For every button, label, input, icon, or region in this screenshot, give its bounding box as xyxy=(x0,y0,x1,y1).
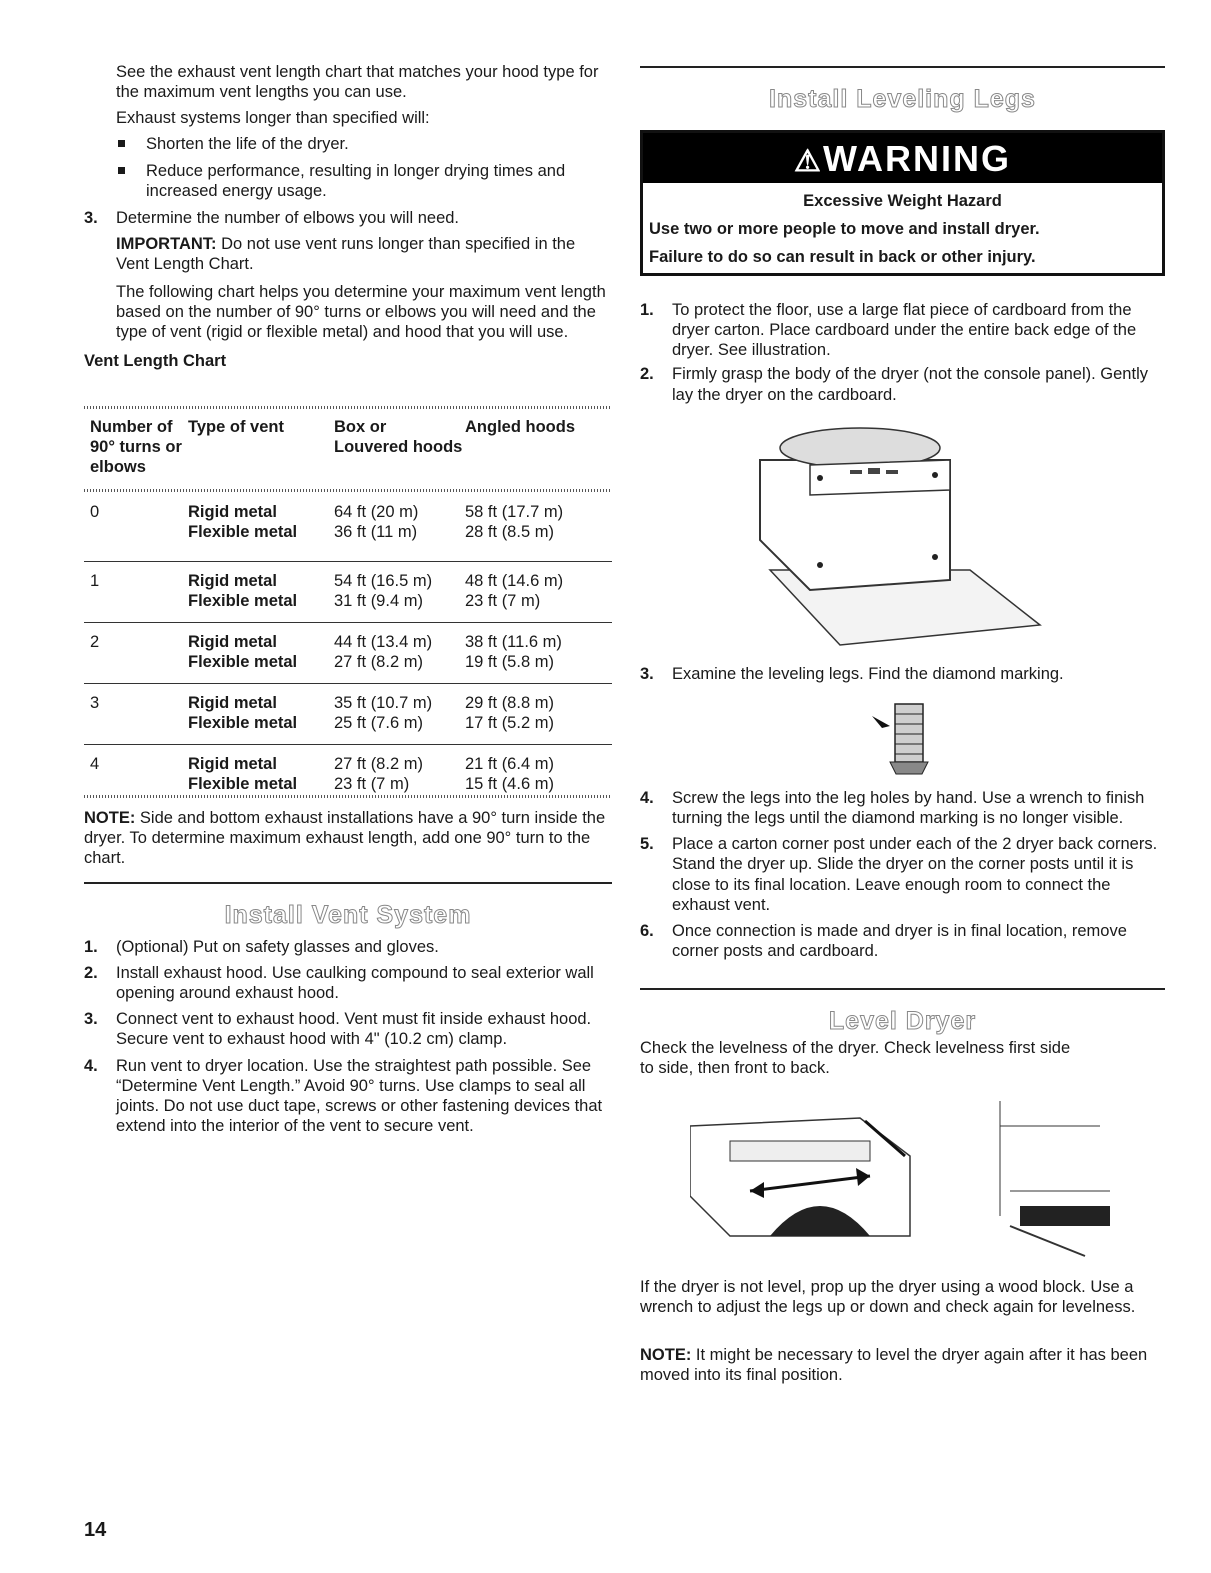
leveling-leg-illustration xyxy=(870,700,940,780)
leg-steps-b xyxy=(640,782,1165,961)
ang-value: 17 ft (5.2 m) xyxy=(465,714,554,733)
level-dryer-illustration xyxy=(690,1096,1110,1266)
vent-type-cell xyxy=(188,693,334,733)
types-value: Flexible metal xyxy=(188,714,298,733)
box-hood-length-cell xyxy=(334,502,465,542)
step-text: Place a carton corner post under each of the 2 dryer back corners. Stand the dryer up. Slide the dryer on the corner posts until it is close to its final location. Leave enough room to connect the exhaust vent. xyxy=(672,835,1158,914)
step-text: Once connection is made and dryer is in final location, remove corner posts and cardboard. xyxy=(672,921,1127,960)
level-paragraph: If the dryer is not level, prop up the dryer using a wood block. Use a wrench to adjust the legs up or down and check again for levelness. xyxy=(640,1278,1136,1317)
ang-value: 15 ft (4.6 m) xyxy=(465,775,554,794)
step-text: Connect vent to exhaust hood. Vent must fit inside exhaust hood. Secure vent to exhaust hood with 4" (10.2 cm) clamp. xyxy=(116,1010,592,1049)
important-text: Do not use vent runs longer than specified in the Vent Length Chart. xyxy=(116,234,576,273)
warning-label: WARNING xyxy=(822,138,1011,179)
note-label: NOTE: xyxy=(640,1346,692,1364)
step-number: 1. xyxy=(84,937,98,956)
warning-line: Failure to do so can result in back or other injury. xyxy=(649,248,1036,267)
angled-hood-length-cell xyxy=(465,571,612,611)
chart-rows xyxy=(84,500,612,805)
ang-value: 23 ft (7 m) xyxy=(465,592,541,611)
vent-steps xyxy=(84,937,612,1136)
types-value: Rigid metal xyxy=(188,572,277,590)
angled-hood-length-cell xyxy=(465,632,612,672)
chart-row xyxy=(84,500,612,561)
vent-length-chart xyxy=(84,406,612,492)
header-turns: Number of 90° turns or elbows xyxy=(90,418,182,477)
ang-value: 48 ft (14.6 m) xyxy=(465,572,564,590)
important-paragraph xyxy=(84,234,612,274)
ang-value: 29 ft (8.8 m) xyxy=(465,694,554,712)
step-item xyxy=(84,963,612,1003)
types-value: Flexible metal xyxy=(188,775,298,794)
warning-line: Use two or more people to move and install dryer. xyxy=(649,220,1040,239)
leg-step-3 xyxy=(640,664,1165,684)
types-value: Rigid metal xyxy=(188,503,277,521)
page-number: 14 xyxy=(84,1519,107,1541)
box-value: 54 ft (16.5 m) xyxy=(334,572,433,590)
header-angled-hoods: Angled hoods xyxy=(465,418,575,436)
level-intro: Check the levelness of the dryer. Check levelness first side to side, then front to back. xyxy=(640,1039,1071,1078)
step-number: 4. xyxy=(640,789,654,807)
level-note xyxy=(640,1345,1165,1385)
angled-hood-length-cell xyxy=(465,754,612,794)
warning-triangle-icon: ⚠ xyxy=(794,145,823,178)
dryer-on-cardboard-illustration xyxy=(750,420,1050,660)
section-title-level: Level Dryer xyxy=(828,1007,977,1035)
types-value: Rigid metal xyxy=(188,755,277,773)
ang-value: 21 ft (6.4 m) xyxy=(465,755,554,773)
vent-type-cell xyxy=(188,571,334,611)
box-value: 27 ft (8.2 m) xyxy=(334,755,423,773)
step-item xyxy=(640,300,1165,360)
step-number: 3. xyxy=(84,208,98,227)
note-text: It might be necessary to level the dryer again after it has been moved into its final position. xyxy=(640,1346,1148,1385)
types-value: Flexible metal xyxy=(188,592,298,611)
box-value: 25 ft (7.6 m) xyxy=(334,714,423,733)
step-item xyxy=(640,834,1165,915)
angled-hood-length-cell xyxy=(465,502,612,542)
note-text: Side and bottom exhaust installations have a 90° turn inside the dryer. To determine maximum exhaust length, add one 90° turn to the chart. xyxy=(84,809,606,868)
box-value: 36 ft (11 m) xyxy=(334,523,418,542)
vent-type-cell xyxy=(188,632,334,672)
types-value: Flexible metal xyxy=(188,653,298,672)
ang-value: 28 ft (8.5 m) xyxy=(465,523,554,542)
box-hood-length-cell xyxy=(334,754,465,794)
leg-steps-a xyxy=(640,296,1165,405)
warning-line: Excessive Weight Hazard xyxy=(803,191,1002,210)
vent-type-cell xyxy=(188,502,334,542)
intro-paragraph-2: Exhaust systems longer than specified will: xyxy=(116,109,430,128)
turns-count: 3 xyxy=(90,694,100,712)
step-number: 3. xyxy=(640,665,654,683)
types-value: Flexible metal xyxy=(188,523,298,542)
turns-count: 2 xyxy=(90,633,100,651)
bullet-item: Reduce performance, resulting in longer drying times and increased energy usage. xyxy=(84,161,612,201)
header-vent-type: Type of vent xyxy=(188,418,284,436)
bullet-item: Shorten the life of the dryer. xyxy=(84,134,612,154)
box-hood-length-cell xyxy=(334,693,465,733)
box-hood-length-cell xyxy=(334,571,465,611)
step-text: Run vent to dryer location. Use the straightest path possible. See “Determine Vent Length.” Avoid 90° turns. Use clamps to seal all joints. Do not use duct tape, screws or other fastening devices that extend into the interior of the vent to secure vent. xyxy=(116,1056,603,1135)
note-label: NOTE: xyxy=(84,809,136,827)
important-label: IMPORTANT: xyxy=(116,234,217,253)
box-value: 23 ft (7 m) xyxy=(334,775,410,794)
chart-title: Vent Length Chart xyxy=(84,351,227,370)
header-box-hoods: Box or Louvered hoods xyxy=(334,418,463,457)
step-number: 2. xyxy=(84,964,98,982)
note-paragraph xyxy=(84,808,612,868)
box-value: 31 ft (9.4 m) xyxy=(334,592,423,611)
types-value: Rigid metal xyxy=(188,694,277,712)
step-number: 5. xyxy=(640,835,654,854)
step-item xyxy=(84,208,612,228)
step-item xyxy=(84,1009,612,1049)
chart-row xyxy=(84,683,612,744)
box-value: 64 ft (20 m) xyxy=(334,503,419,521)
step-text: Screw the legs into the leg holes by hand. Use a wrench to finish turning the legs until the diamond marking is no longer visible. xyxy=(672,789,1145,828)
step-item xyxy=(84,937,612,957)
ang-value: 19 ft (5.8 m) xyxy=(465,653,554,672)
step-text: Examine the leveling legs. Find the diamond marking. xyxy=(672,665,1064,683)
intro-paragraph: See the exhaust vent length chart that matches your hood type for the maximum vent lengths you can use. xyxy=(116,63,599,102)
angled-hood-length-cell xyxy=(465,693,612,733)
step-text: Install exhaust hood. Use caulking compound to seal exterior wall opening around exhaust hood. xyxy=(116,964,594,1003)
step-item xyxy=(640,921,1165,961)
turns-count: 0 xyxy=(90,503,100,521)
box-value: 44 ft (13.4 m) xyxy=(334,633,433,651)
step-item xyxy=(640,788,1165,828)
step-number: 6. xyxy=(640,921,654,940)
turns-count: 4 xyxy=(90,755,100,773)
chart-row xyxy=(84,561,612,622)
step-number: 2. xyxy=(640,365,654,384)
turns-count: 1 xyxy=(90,572,100,590)
warning-header xyxy=(643,133,1162,183)
step-number: 4. xyxy=(84,1056,98,1075)
vent-type-cell xyxy=(188,754,334,794)
section-title-vent: Install Vent System xyxy=(224,901,472,930)
section-title-legs: Install Leveling Legs xyxy=(769,85,1036,113)
step-item xyxy=(640,664,1165,684)
step-text: (Optional) Put on safety glasses and gloves. xyxy=(116,937,439,956)
step-text: Firmly grasp the body of the dryer (not the console panel). Gently lay the dryer on the cardboard. xyxy=(672,365,1148,404)
step-item xyxy=(84,1056,612,1137)
ang-value: 38 ft (11.6 m) xyxy=(465,633,562,651)
step-text: Determine the number of elbows you will need. xyxy=(116,208,460,227)
step-text: To protect the floor, use a large flat piece of cardboard from the dryer carton. Place cardboard under the entire back edge of the dryer. See illustration. xyxy=(672,301,1137,360)
chart-row xyxy=(84,622,612,683)
step-number: 3. xyxy=(84,1010,98,1029)
box-hood-length-cell xyxy=(334,632,465,672)
types-value: Rigid metal xyxy=(188,633,277,651)
step-number: 1. xyxy=(640,301,654,319)
box-value: 27 ft (8.2 m) xyxy=(334,653,423,672)
ang-value: 58 ft (17.7 m) xyxy=(465,503,564,521)
warning-box xyxy=(640,130,1165,276)
box-value: 35 ft (10.7 m) xyxy=(334,694,433,712)
chart-intro: The following chart helps you determine your maximum vent length based on the number of 90° turns or elbows you will need and the type of vent (rigid or flexible metal) and hood that you will use. xyxy=(116,283,606,342)
step-item xyxy=(640,364,1165,404)
